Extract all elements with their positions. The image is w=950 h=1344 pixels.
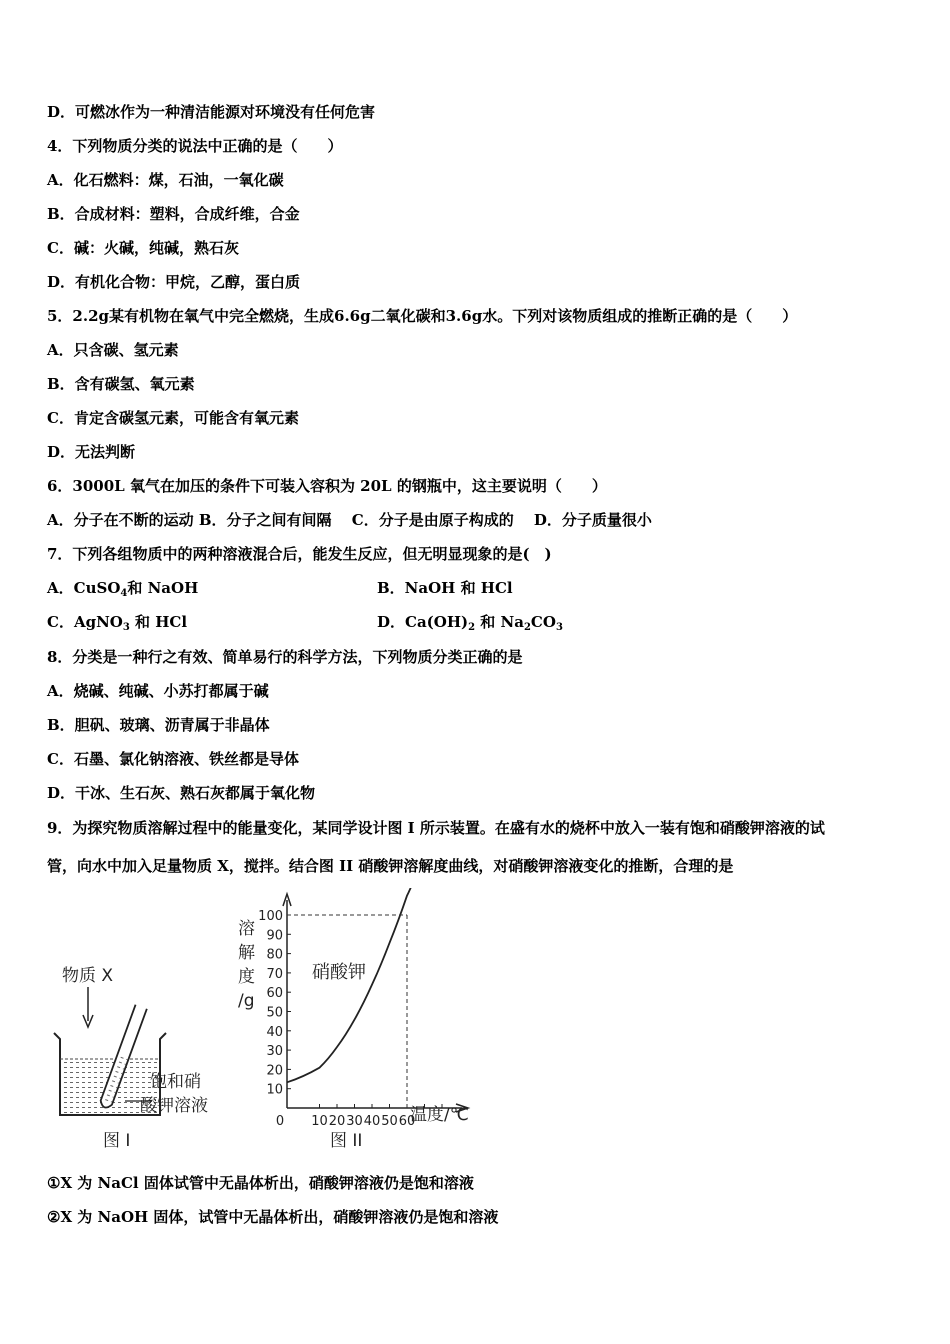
x-tick-label: 0 [275, 1114, 285, 1129]
option-5a: A．只含碳、氢元素 [47, 341, 179, 359]
option-8c: C．石墨、氯化钠溶液、铁丝都是导体 [47, 750, 299, 768]
question-6: 6．3000L 氧气在加压的条件下可装入容积为 20L 的钢瓶中，这主要说明（ ） [47, 477, 607, 495]
x-tick-label: 40 [363, 1114, 381, 1129]
statement-2: ②X 为 NaOH 固体，试管中无晶体析出，硝酸钾溶液仍是饱和溶液 [47, 1208, 499, 1226]
series-label: 硝酸钾 [312, 962, 366, 983]
figure-1-apparatus [40, 955, 240, 1155]
line-q3d: D．可燃冰作为一种清洁能源对环境没有任何危害 [47, 103, 376, 121]
solution-label-1: 饱和硝 [150, 1072, 201, 1092]
x-tick-label: 30 [346, 1114, 363, 1129]
y-tick-label: 90 [266, 928, 283, 944]
option-5b: B．含有碳氢、氧元素 [47, 375, 195, 393]
option-4b: B．合成材料：塑料，合成纤维，合金 [47, 205, 300, 223]
x-tick-label: 20 [328, 1114, 346, 1129]
x-tick-label: 10 [311, 1114, 328, 1129]
figure-2-solubility-chart [230, 888, 490, 1158]
option-4a: A．化石燃料：煤，石油，一氧化碳 [47, 171, 284, 189]
figure-1-caption: 图 I [103, 1131, 131, 1151]
y-tick-label: 80 [266, 947, 283, 963]
x-axis-label: 温度/℃ [410, 1105, 469, 1125]
y-axis-label-char: /g [238, 991, 255, 1011]
y-axis-label-char: 溶 [238, 919, 255, 939]
solubility-curve [287, 888, 416, 1082]
y-axis-label-char: 解 [238, 943, 255, 963]
question-4: 4．下列物质分类的说法中正确的是（ ） [47, 137, 343, 155]
option-5c: C．肯定含碳氢元素，可能含有氧元素 [47, 409, 299, 427]
substance-x-label: 物质 X [62, 966, 114, 986]
x-tick-label: 60 [398, 1114, 416, 1129]
option-7c: C．AgNO$_3$ 和 HCl [47, 613, 188, 633]
question-5: 5．2.2g某有机物在氧气中完全燃烧，生成6.6g二氧化碳和3.6g水。下列对该物质组成的推断正确的是（ ） [47, 307, 798, 325]
y-tick-label: 30 [266, 1044, 283, 1060]
option-8d: D．干冰、生石灰、熟石灰都属于氧化物 [47, 784, 316, 802]
y-tick-label: 50 [266, 1005, 283, 1021]
option-7d: D．$Ca(OH)_2$ 和 $Na_2CO_3$ [377, 613, 563, 633]
option-8b: B．胆矾、玻璃、沥青属于非晶体 [47, 716, 270, 734]
question-7: 7．下列各组物质中的两种溶液混合后，能发生反应，但无明显现象的是( ) [47, 545, 552, 563]
y-tick-label: 70 [266, 966, 283, 982]
figure-2-caption: 图 II [330, 1131, 363, 1151]
option-8a: A．烧碱、纯碱、小苏打都属于碱 [47, 682, 269, 700]
statement-1: ①X 为 NaCl 固体试管中无晶体析出，硝酸钾溶液仍是饱和溶液 [47, 1174, 474, 1192]
y-tick-label: 40 [266, 1024, 283, 1040]
x-tick-label: 50 [381, 1114, 398, 1129]
question-9-line2: 管，向水中加入足量物质 X，搅拌。结合图 II 硝酸钾溶解度曲线，对硝酸钾溶液变化的推断，合理的是 [47, 857, 734, 875]
option-4c: C．碱：火碱，纯碱，熟石灰 [47, 239, 239, 257]
question-9-line1: 9．为探究物质溶解过程中的能量变化，某同学设计图 I 所示装置。在盛有水的烧杯中放入一装有饱和硝酸钾溶液的试 [47, 819, 825, 837]
y-tick-label: 20 [266, 1063, 283, 1079]
option-5d: D．无法判断 [47, 443, 136, 461]
y-axis-label-char: 度 [238, 967, 255, 987]
option-7a: A．CuSO$_4$和 NaOH [47, 579, 199, 599]
y-tick-label: 60 [266, 986, 283, 1002]
question-8: 8．分类是一种行之有效、简单易行的科学方法，下列物质分类正确的是 [47, 648, 523, 666]
y-tick-label: 10 [266, 1082, 283, 1098]
y-tick-label: 100 [258, 909, 283, 924]
solution-label-2: 酸钾溶液 [140, 1096, 208, 1116]
option-4d: D．有机化合物：甲烷，乙醇，蛋白质 [47, 273, 301, 291]
options-6: A．分子在不断的运动 B．分子之间有间隔 C．分子是由原子构成的 D．分子质量很小 [47, 511, 652, 529]
option-7b: B．NaOH 和 HCl [377, 579, 513, 597]
